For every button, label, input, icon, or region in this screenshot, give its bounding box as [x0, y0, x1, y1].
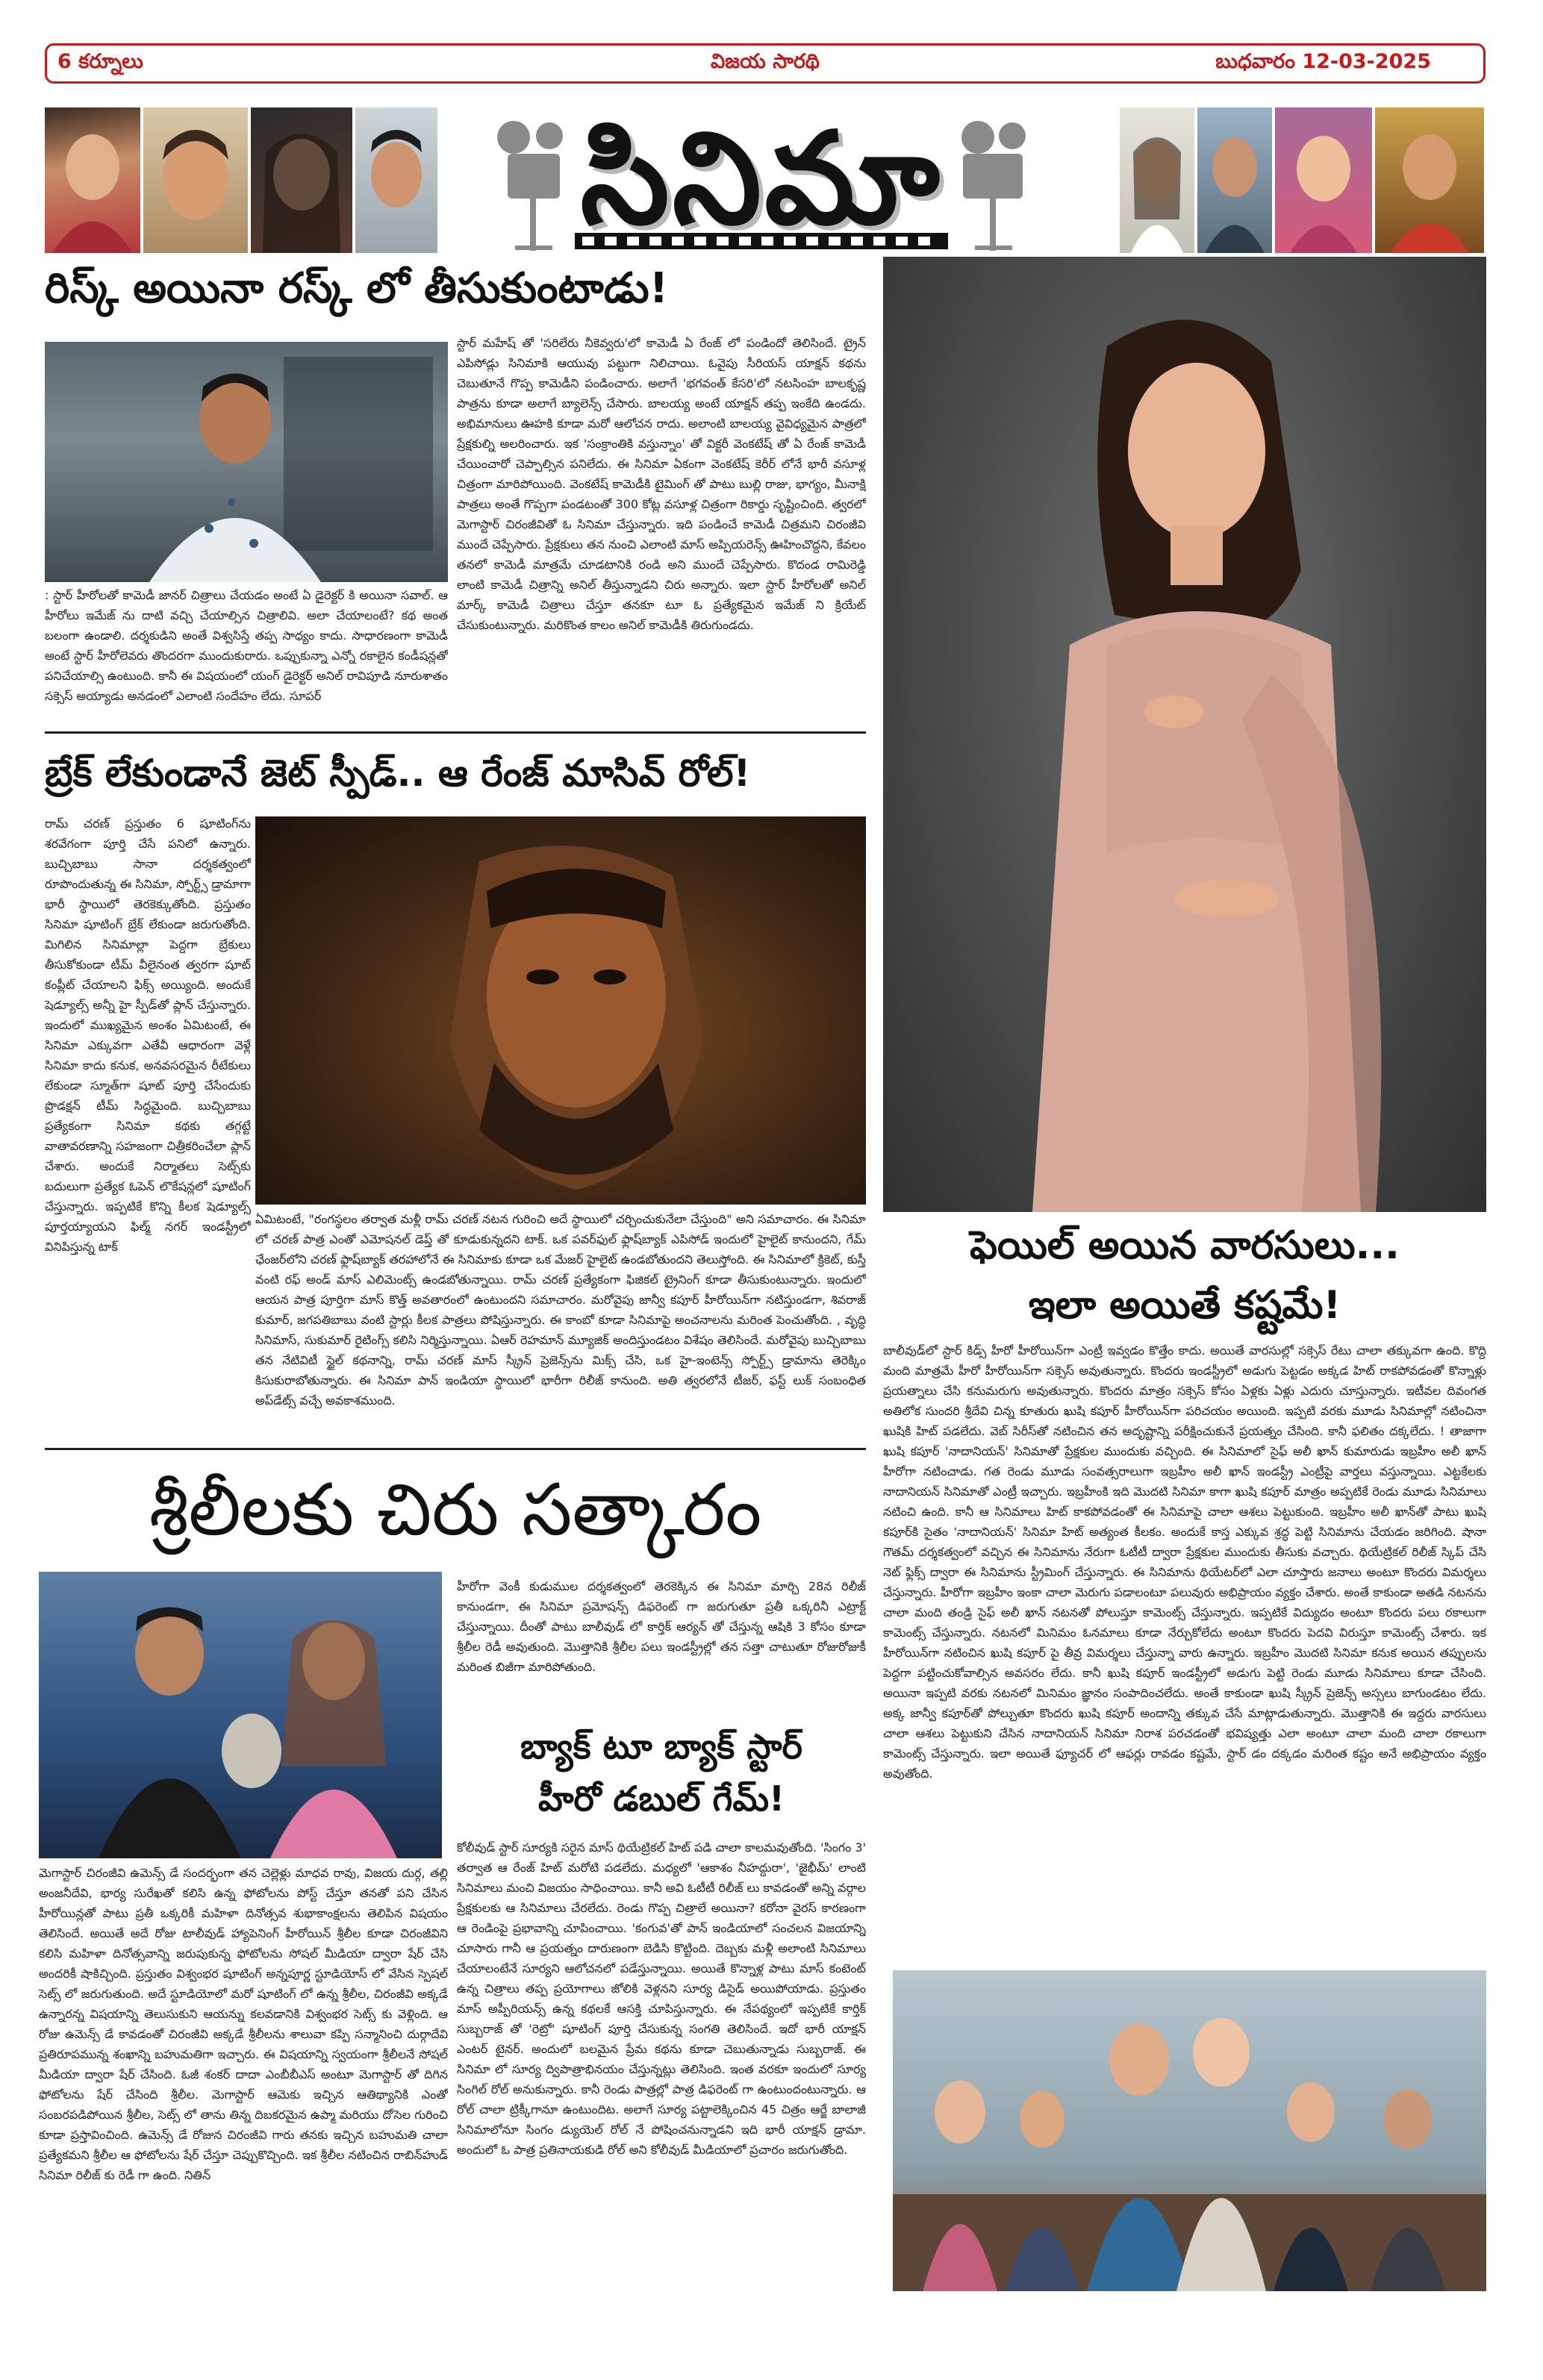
photo-subject: [45, 342, 448, 582]
newspaper-name: విజయ సారథి: [711, 50, 820, 73]
portrait-silhouette: [143, 107, 248, 253]
actress-figure: [883, 257, 1486, 1212]
portrait-silhouette: [1375, 107, 1484, 253]
portrait-silhouette: [1120, 107, 1194, 253]
actor-portrait-5: [1120, 107, 1194, 253]
actor-portrait-3: [251, 107, 352, 253]
issue-date: బుధవారం 12-03-2025: [1215, 50, 1431, 73]
article2-headline: బ్రేక్ లేకుండానే జెట్ స్పీడ్.. ఆ రేంజ్ మాసివ్ రోల్!: [45, 752, 751, 795]
article2-photo: [255, 816, 866, 1205]
article4-col1: మెగాస్టార్ చిరంజీవి ఉమెన్స్ డే సందర్భంగా తన చెల్లెళ్లు మాధవ రావు, విజయ దుర్గ, తల్లి అంజనీదేవి, భార్య సురేఖతో కలిసి ఉన్న ఫోటోలను పోస్ట్ చేస్తూ తనతో పని చేసిన హీరోయిన్లతో పాటు ప్రతీ ఒక్కరికీ మహిళా దినోత్సవ శుభాకాంక్షలను తెలిపిన విషయం తెలిసిందే. అయితే అదే రోజు టాలీవుడ్ హ్యాపెనింగ్ హీరోయిన్ శ్రీలీల కూడా చిరంజీవిని కలిసి మహిళా దినోత్సవాన్ని జరుపుకున్న ఫోటోలను సోషల్ మీడియా ద్వారా షేర్ చేసి అందరికీ షాకిచ్చింది. ప్రస్తుతం విశ్వంభర షూటింగ్ అన్నపూర్ణ స్టూడియోస్ లో వేసిన స్పెషల్ సెట్స్ లో జరుగుతుంది. అదే స్టూడియోలో మరో షూటింగ్ లో ఉన్న శ్రీలీల, చిరంజీవి అక్కడే ఉన్నారన్న విషయాన్ని తెలుసుకుని ఆయన్ను కలవడానికి విశ్వంభర సెట్స్ కు వెళ్లింది. ఆ రోజు ఉమెన్స్ డే కావడంతో చిరంజీవి అక్కడే శ్రీలీలను శాలువా కప్పి సన్మానించి దుర్గాదేవి ప్రతిరూపమున్న శంఖాన్ని బహుమతిగా ఇచ్చారు. ఈ విషయాన్ని స్వయంగా శ్రీలీలనే సోషల్ మీడియా ద్వారా షేర్ చేసింది. ఓజీ శంకర్ దాదా ఎంబీబీఎస్ అంటూ మెగాస్టార్ తో దిగిన ఫోటోలను షేర్ చేసింది శ్రీలీల. మెగాస్టార్ ఆమెకు ఇచ్చిన ఆతిథ్యానికి ఎంతో సంబరపడిపోయిన శ్రీలీల, సెట్స్ లో తాను తిన్న దిబకరమైన ఉప్మా మరియు దోసెల గురించి కూడా ప్రస్తావించింది. ఉమెన్స్ డే రోజున చిరంజీవి గారు తనకు ఇచ్చిన బహుమతి చాలా ప్రత్యేకమని శ్రీలీల ఆ ఫోటోలను షేర్ చేస్తూ చెప్పుకొచ్చింది. ఇక శ్రీలీల నటించిన రాబిన్‌హుడ్ సినిమా రిలీజ్ కు రెడీ గా ఉంది. నితిన్: [39, 1866, 448, 2182]
article5-headline-line2: హీరో డబుల్ గేమ్!: [537, 1778, 785, 1819]
article5-headline-line1: బ్యాక్ టూ బ్యాక్ స్టార్: [520, 1726, 802, 1767]
actor-portrait-6: [1197, 107, 1272, 253]
actor-portrait-2: [143, 107, 248, 253]
page-number-location: 6 కర్నూలు: [57, 50, 143, 73]
article4-headline: శ్రీలీలకు చిరు సత్కారం: [149, 1468, 762, 1552]
article3-headline-line2: ఇలా అయితే కష్టమే!: [1028, 1283, 1341, 1328]
portrait-silhouette: [1197, 107, 1272, 253]
page-header-bar: [45, 43, 1486, 84]
section-divider: [45, 731, 866, 734]
masthead-title: సినిమా: [580, 107, 943, 253]
group-cast-photo: [893, 1970, 1486, 2291]
article1-headline: రిస్క్ అయినా రస్క్ లో తీసుకుంటాడు!: [45, 264, 669, 313]
actor-portrait-4: [355, 107, 437, 253]
portrait-silhouette: [251, 107, 352, 253]
article2-col1: రామ్ చరణ్ ప్రస్తుతం 6 షూటింగ్‌ను శరవేగంగా పూర్తి చేసే పనిలో ఉన్నారు. బుచ్చిబాబు సానా దర్శకత్వంలో రూపొందుతున్న ఈ సినిమా, స్పోర్ట్స్ డ్రామాగా భారీ స్థాయిలో తెరకెక్కుతోంది. ప్రస్తుతం సినిమా షూటింగ్ బ్రేక్ లేకుండా జరుగుతోంది. మిగిలిన సినిమాల్లా పెద్దగా బ్రేకులు తీసుకోకుండా టీమ్ వీలైనంత త్వరగా షూట్ కంప్లీట్ చేయాలని ఫిక్స్ అయ్యింది. అందుకే షెడ్యూల్స్ అన్నీ హై స్పీడ్‌తో ప్లాన్ చేస్తున్నారు. ఇందులో ముఖ్యమైన అంశం ఏమిటంటే, ఈ సినిమా ఎక్కువగా ఎతేవీ ఆధారంగా వెళ్లే సినిమా కాదు కనుక, అనవసరమైన రీటేకులు లేకుండా స్మూత్‌గా షూట్ పూర్తి చేసేందుకు ప్రొడక్షన్ టీమ్ సిద్ధమైంది. బుచ్చిబాబు ప్రత్యేకంగా సినిమా కథకు తగ్గట్టే వాతావరణాన్ని సహజంగా చిత్రీకరించేలా ప్లాన్ చేశారు. అందుకే నిర్మాతలు సెట్స్‌కు బదులుగా ప్రత్యేక ఓపెన్ లొకేషన్లలో షూటింగ్ చేస్తున్నారు. ఇప్పటికే కొన్ని కీలక షెడ్యూల్స్ పూర్తయ్యాయని ఫిల్మ్ నగర్ ఇండస్ట్రీలో వినిపిస్తున్న టాక్: [45, 816, 251, 1254]
article2-col2: ఏమిటంటే, "రంగస్థలం తర్వాత మళ్లీ రామ్ చరణ్ నటన గురించి అదే స్థాయిలో చర్చించుకునేలా చేస్తుంది" అని సమాచారం. ఈ సినిమా లో చరణ్ పాత్ర ఎంతో ఎమోషనల్ డెప్త్ తో కూడుకున్నదని టాక్. ఒక పవర్‌ఫుల్ ఫ్లాష్‌బ్యాక్ ఎపిసోడ్ ఇందులో హైలైట్ కానుందని, గేమ్ ఛేంజర్‌లోని చరణ్ ఫ్లాష్‌బ్యాక్ తరహాలోనే ఈ సినిమాకు కూడా ఒక మేజర్ హైలైట్ ఉండబోతుందని తెలుస్తోంది. ఈ సినిమాలో క్రికెట్, కుస్తీ వంటి రఫ్ అండ్ మాస్ ఎలిమెంట్స్ ఉండబోతున్నాయి. రామ్ చరణ్ ప్రత్యేకంగా ఫిజికల్ ట్రైనింగ్ కూడా తీసుకుంటున్నారు. ఇందులో ఆయన పాత్ర పూర్తిగా మాస్ కొత్త్ అవతారంలో ఉంటుందని సమాచారం. మరోవైపు జాన్వీ కపూర్ హీరోయిన్‌గా నటిస్తుండగా, శివరాజ్ కుమార్, జగపతిబాబు వంటి స్టార్లు కీలక పాత్రలు పోషిస్తున్నారు. ఈ కాంబో కూడా సినిమాపై అంచనాలను మరింత పెంచుతోంది. , వృద్ధి సినిమాస్, సుకుమార్ రైటింగ్స్ కలిసి నిర్మిస్తున్నాయి. ఏఆర్ రెహమాన్ మ్యూజిక్ అందిస్తుండటం విశేషం తెలిసిందే. మరోవైపు బుచ్చిబాబు తన నేటివిటీ స్టైల్ కథనాన్ని, రామ్ చరణ్ మాస్ స్క్రీన్ ప్రెజెన్స్‌ను మిక్స్ చేసి, ఒక హై-ఇంటెన్స్ స్పోర్ట్స్ డ్రామాను తెరెక్కిం కిసుకురాబోతున్నారు. ఈ సినిమా పాన్ ఇండియా స్థాయిలో భారీగా రిలీజ్ కానుంది. అతి త్వరలోనే టీజర్, ఫస్ట్ లుక్ సంబంధిత అప్‌డేట్స్ వచ్చే అవకాశముంది.: [255, 1212, 866, 1408]
portrait-silhouette: [1275, 107, 1372, 253]
actor-portrait-7: [1275, 107, 1372, 253]
actress-feature-photo: [883, 257, 1486, 1212]
article3-body: బాలీవుడ్‌లో స్టార్ కిడ్స్ హీరో హీరోయిన్‌గా ఎంట్రీ ఇవ్వడం కొత్తేం కాదు. అయితే వారసుల్లో సక్సెస్ రేటు చాలా తక్కువగా ఉంది. కొద్ది మంది మాత్రమే హీరో హీరోయిన్‌గా సక్సెస్ అవుతున్నారు. కొందరు ఇండస్ట్రీలో అడుగు పెట్టడం అక్కడ హిట్ రాకపోవడంతో కొన్నాళ్లు ప్రయత్నాలు చేసి కనుమరుగు అవుతున్నారు. కొందరు మాత్రం సక్సెస్ కోసం ఏళ్లకు ఏళ్లు ఎదురు చూస్తున్నారు. ఇటీవల దివంగత అతిలోక సుందరి శ్రీదేవి చిన్న కూతురు ఖుషి కపూర్ హీరోయిన్‌గా పరిచయం అయింది. ఇప్పటి వరకు మూడు సినిమాల్లో నటించినా ఖుషికి హిట్ పడలేదు. వెబ్ సిరీస్‌తో నటించిన తన అదృష్టాన్ని పరీక్షించుకునే ప్రయత్నం చేసింది. కానీ ఫలితం దక్కలేదు. ! తాజాగా ఖుషి కపూర్ 'నాదానియన్' సినిమాతో ప్రేక్షకుల ముందుకు వచ్చింది. ఈ సినిమాలో సైఫ్ అలీ ఖాన్ కుమారుడు ఇబ్రహీం అలీ ఖాన్ హీరోగా నటించాడు. గత రెండు మూడు సంవత్సరాలుగా ఇబ్రహీం అలీ ఖాన్ ఇండస్ట్రీ ఎంట్రీపై వార్తలు వస్తున్నాయి. ఎట్టకేలకు నాదానియన్ సినిమాతో ఎంట్రీ ఇచ్చారు. ఇబ్రహీంకి ఇది మొదటి సినిమా కాగా ఖుషి కపూర్ మాత్రం అప్పటికే రెండు మూడు సినిమాలు నటించి ఉంది. కానీ ఆ సినిమాలు హిట్ కాకపోవడంతో ఈ సినిమాపై చాలా ఆశలు పెట్టుకుంది. ఇబ్రహీం అలీ ఖాన్‌తో పాటు ఖుషి కపూర్‌కి సైతం 'నాదానియన్' సినిమా హిట్ అత్యంత కీలకం. అందుకే కాస్త ఎక్కువ శ్రద్ధ పెట్టి సినిమాను చేయడం జరిగింది. షానా గౌతమ్ దర్శకత్వంలో వచ్చిన ఈ సినిమాను నేరుగా ఓటీటీ ద్వారా ప్రేక్షకుల ముందుకు తీసుకు వచ్చారు. థియేట్రికల్ రిలీజ్ స్కిప్ చేసి నెట్ ఫ్లిక్స్ ద్వారా ఈ సినిమాను స్ట్రీమింగ్ చేస్తున్నారు. ఈ సినిమాను థియేటర్‌లో ఎలా చూస్తారు జనాలు అంటూ కొందరు విమర్శలు చేస్తున్నారు. హీరోగా ఇబ్రహీం ఇంకా చాలా మెరుగు పడాలంటూ పలువురు అభిప్రాయం వ్యక్తం చేశారు. అంతే కాకుండా అతడి నటనను చాలా మంది తండ్రి సైఫ్ అలీ ఖాన్ నటనతో పోలుస్తూ కామెంట్స్ చేస్తున్నారు. ఇప్పటికే విద్యుదం అంటూ కొందరు పలు రకాలుగా కామెంట్స్ చేస్తున్నారు. నటనలో మినిమం ఓనమాలు కూడా నేర్చుకోలేదు అంటూ కొందరు పెదవి విరుస్తూ కామెంట్స్ చేశారు. ఇక హీరోయిన్‌గా నటించిన ఖుషి కపూర్ పై తీవ్ర విమర్శలు చేస్తున్నా వారు ఉన్నారు. ఇబ్రహీం మొదటి సినిమా కనుక అయిన తప్పులను పెద్దగా పట్టించుకోవాల్సిన అవసరం లేదు. కానీ ఖుషి కపూర్ ఇండస్ట్రీలో అడుగు పెట్టి రెండు మూడు సినిమాలు కూడా చేసింది. అయినా ఇప్పటి వరకు నటనలో మినిమం జ్ఞానం సంపాదించలేదు. అంతే కాకుండా ఖుషి స్క్రీన్ ప్రెజెన్స్ అస్సలు బాగుండటం లేదు. అక్క జాన్వీ కపూర్‌తో పోల్చుతూ కొందరు ఖుషి కపూర్ అందాన్ని తక్కువ చేసే మాట్లాడుతున్నారు. మొత్తానికి ఈ ఇద్దరు వారసులు చాలా ఆశలు పెట్టుకుని చేసిన నాదానియన్ సినిమా నిరాశ పరచడంతో భవిష్యత్తు ఎలా అంటూ చాలా మంది చాలా రకాలుగా కామెంట్స్ చేస్తున్నారు. ఇలా అయితే ఫ్యూచర్ లో ఆఫర్లు రావడం కష్టమే, స్టార్ డం దక్కడం మరింత కష్టం అనే అభిప్రాయం వ్యక్తం అవుతోంది.: [883, 1343, 1486, 1781]
article1-col1: : స్టార్ హీరోలతో కామెడీ జానర్ చిత్రాలు చేయడం అంటే ఏ డైరెక్టర్ కి అయినా సవాల్. ఆ హీరోలు ఇమేజ్ ను దాటి వచ్చి చేయాల్సిన చిత్రాలివి. అలా చేయాలంటే? కథ అంత బలంగా ఉండాలి. దర్శకుడిని అంతే విశ్వసిస్తే తప్ప సాధ్యం కాదు. సాధారణంగా కామెడీ అంటే స్టార్ హీరోలెవరు తొందరగా ముందుకురారు. ఒప్పుకున్నా ఎన్నో రకాలైన కండీషన్లతో పనిచేయాల్సి ఉంటుంది. కానీ ఈ విషయంలో యంగ్ డైరెక్టర్ అనిల్ రావిపూడి నూరుశాతం సక్సెస్ అయ్యాడు అనడంలో ఎలాంటి సందేహం లేదు. సూపర్: [45, 588, 448, 703]
article3-photo: [893, 1970, 1486, 2291]
cinema-masthead: [485, 107, 1038, 253]
painted-portrait: [255, 816, 866, 1205]
portrait-silhouette: [355, 107, 437, 253]
article5-body: కోలీవుడ్ స్టార్ సూర్యకి సరైన మాస్ థియేట్రికల్ హిట్ పడి చాలా కాలమవుతోంది. 'సింగం 3' తర్వాత ఆ రేంజ్ హిట్ మరోటి పడలేదు. మధ్యలో 'ఆకాశం నీహద్దురా', 'జైభీమ్' లాంటి సినిమాలు మంచి విజయం సాధించాయి. కానీ అవి ఓటీటీ రిలీజ్ లు కావడంతో అన్ని వర్గాల ప్రేక్షకులకు ఆ సినిమాలు చేరలేదు. రెండు గొప్ప చిత్రాలే అయినా? కరోనా వైరస్ కారణంగా ఆ రెండింపై ప్రభావాన్ని చూపించాయి. 'కంగువ'తో పాన్ ఇండియాలో సంచలన విజయాన్ని చూసారు గానీ ఆ ప్రయత్నం దారుణంగా బెడిసి కొట్టింది. దెబ్బకు మళ్లీ అలాంటి సినిమాలు చేయాలంటేనే సూర్యని ఆలోచనలో పడేస్తున్నాయి. అయితే కొన్నాళ్ల పాటు మాస్ కంటెంట్ ఉన్న చిత్రాలు తప్ప ప్రయోగాలు జోలికి వెళ్లనని సూర్య డిసైడ్ అయిపోయాడు. ప్రస్తుతం మాస్ అప్పీరియన్స్ ఉన్న కథలకే ఆసక్తి చూపిస్తున్నారు. ఈ నేపథ్యంలో ఇప్పటికే కార్తిక్ సుబ్బరాజ్ తో 'రెట్రో' షూటింగ్ పూర్తి చేసుకున్న సంగతి తెలిసిందే. ఇదో భారీ యాక్షన్ ఎంటర్ టైనర్. అందులో బలమైన ప్రేమ కథను కూడా చెబుతున్నాడు సుబ్బరాజ్. ఈ సినిమా లో సూర్య ద్విపాత్రాభినయం చేస్తున్నట్లు తెలిసింది. ఇంత వరకూ ఇందులో సూర్య సింగిల్ రోల్ అనుకున్నారు. కానీ రెండు పాత్రల్లో పాత్ర డిఫరెంట్ గా ఉంటుందంటున్నారు. ఆ రోల్ చాలా ట్రిక్కీగానూ ఉంటుందిట. అలాగే సూర్య పట్టాలెక్కించిన 45 చిత్రం ఆర్జే బాలాజీ సినిమాలోనూ సింగం డ్యుయెల్ రోల్ నే పోషించనున్నాడని ఇది భారీ యాక్షన్ డ్రామా. అందులో ఓ పాత్ర ప్రతినాయకుడి రోల్ అని కోలీవుడ్ మీడియాలో ప్రచారం జరుగుతోంది.: [457, 1840, 866, 2157]
article3-headline-line1: ఫెయిల్ అయిన వారసులు...: [970, 1223, 1400, 1268]
article1-col2: స్టార్ మహేష్ తో 'సరిలేరు నీకెవ్వరు'లో కామెడీ ఏ రేంజ్ లో పండిందో తెలిసిందే. ట్రైన్ ఎపిసోడ్లు సినిమాకి ఆయువు పట్టుగా నిలిచాయి. ఓవైపు సీరియస్ యాక్షన్ కథను చెబుతూనే గొప్ప కామెడీని పండించారు. అలాగే 'భగవంత్ కేసరి'లో నటసింహ బాలకృష్ణ పాత్రను కూడా అలాగే బ్యాలెన్స్ చేసారు. బాలయ్య అంటే యాక్షన్ తప్ప ఇంకేది ఉండదు. అభిమానులు ఊహకి కూడా మరో ఆలోచన రాదు. అలాంటి బాలయ్య వైవిధ్యమైన పాత్రలో ప్రేక్షకుల్ని అలరించారు. ఇక 'సంక్రాంతికి వస్తున్నాం' తో విక్టరీ వెంకటేష్ తో ఏ రేంజ్ కామెడీ చేయించారో చెప్పాల్సిన పనిలేదు. ఈ సినిమా ఏకంగా వెంకటేష్ కెరీర్ లోనే భారీ వసూళ్ల చిత్రంగా మారిపోయింది. వెంకటేష్ కామెడీకి టైమింగ్ తో పాటు బుల్లి రాజు, భాగ్యం, మీనాక్షి పాత్రలు అంతే గొప్పగా పండటంతో 300 కోట్ల వసూళ్ల చిత్రంగా రికార్డు సృష్టించింది. త్వరలో మెగాస్టార్ చిరంజీవితో ఓ సినిమా చేస్తున్నారు. ఇది పండించే కామెడీ చిత్రమని చిరంజీవి ముందే చెప్పేసారు. ప్రేక్షకులు తన నుంచి ఎలాంటి మాస్ అప్పియరెన్స్ ఊహించొద్దని, కేవలం తనలో కామెడీ మాత్రమే చూడటానికి రండి అని ముందే చెప్పేసారు. కొదండ రామిరెడ్డి లాంటి కామెడీ చిత్రాన్ని అనిల్ తీస్తున్నాడని చిరు అన్నారు. ఇలా స్టార్ హీరోలతో అనిల్ మార్క్ కామెడీ చిత్రాలు చేస్తూ తనకూ టూ ఓ ప్రత్యేకమైన ఇమేజ్ ని క్రియేట్ చేసుకుంటున్నారు. మరికొంత కాలం అనిల్ కామెడీకి తిరుగుండదు.: [457, 336, 866, 632]
award-photo: [39, 1572, 442, 1858]
article1-photo: [45, 342, 448, 582]
portrait-silhouette: [45, 107, 140, 253]
article4-photo: [39, 1572, 442, 1858]
actor-portrait-8: [1375, 107, 1484, 253]
section-divider: [45, 1448, 866, 1450]
article4-col2: హీరోగా వెంకీ కుడుముల దర్శకత్వంలో తెరకెక్కిన ఈ సినిమా మార్చి 28న రిలీజ్ కానుండగా, ఈ సినిమా ప్రమోషన్స్ డిఫరెంట్ గా జరుగుతూ ప్రతీ ఒక్కరినీ ఎట్రాక్ట్ చేస్తున్నాయి. దీంతో పాటు బాలీవుడ్ లో కార్తిక్ ఆర్యన్ తో చేస్తున్న ఆషికి 3 కోసం కూడా శ్రీలీల రెడీ అవుతుంది. మొత్తానికి శ్రీలీల పలు ఇండస్ట్రీల్లో తన సత్తా చాటుతూ రోజురోజుకీ మరింత బిజీగా మారిపోతుంది.: [457, 1579, 866, 1674]
actor-portrait-1: [45, 107, 140, 253]
